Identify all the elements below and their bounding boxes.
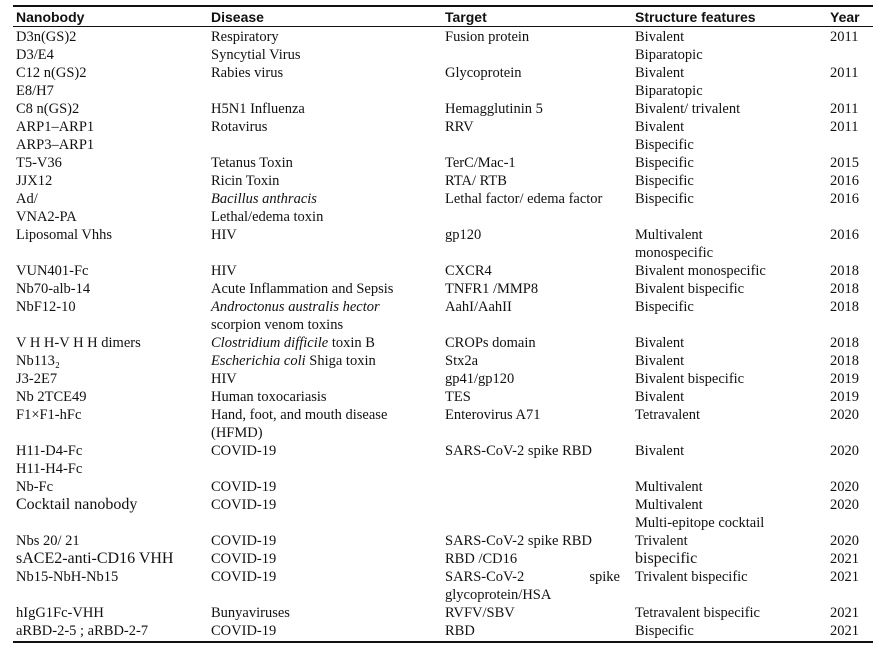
structure-line: Trivalent — [635, 533, 688, 549]
disease-cell — [211, 226, 237, 244]
nanobody-line: JJX12 — [16, 173, 53, 189]
year-cell: 2020 — [830, 479, 859, 495]
disease-cell — [211, 172, 279, 190]
disease-line: Rabies virus — [211, 65, 284, 81]
structure-line: Tetravalent — [635, 407, 701, 423]
year-cell: 2020 — [830, 497, 859, 513]
structure-cell — [635, 28, 703, 64]
nanobody-cell — [16, 100, 79, 118]
disease-line: H5N1 Influenza — [211, 101, 305, 117]
nanobody-line: H11-H4-Fc — [16, 461, 83, 477]
year-cell: 2016 — [830, 227, 859, 243]
disease-cell — [211, 442, 276, 460]
disease-cell — [211, 100, 305, 118]
nanobody-cell — [16, 532, 80, 550]
structure-cell — [635, 478, 703, 496]
table-body — [13, 28, 873, 640]
year-cell: 2020 — [830, 533, 859, 549]
structure-line: Bivalent — [635, 353, 685, 369]
disease-cell — [211, 406, 387, 442]
table-row — [13, 352, 873, 370]
disease-line: COVID-19 — [211, 551, 277, 567]
nanobody-line: H11-D4-Fc — [16, 443, 83, 459]
nanobody-line: J3-2E7 — [16, 371, 58, 387]
table-row — [13, 280, 873, 298]
year-cell: 2016 — [830, 173, 859, 189]
nanobody-line: Ad/ — [16, 191, 38, 207]
structure-line: Bivalent monospecific — [635, 263, 766, 279]
target-cell — [445, 118, 474, 136]
nanobody-line: Nb 2TCE49 — [16, 389, 87, 405]
table-row — [13, 550, 873, 568]
table-row — [13, 478, 873, 496]
nanobody-line: Cocktail nanobody — [16, 496, 138, 513]
nanobody-cell — [16, 118, 94, 154]
disease-line: COVID-19 — [211, 533, 277, 549]
structure-cell — [635, 568, 748, 586]
table-row — [13, 622, 873, 640]
nanobody-cell — [16, 28, 76, 64]
target-cell — [445, 568, 620, 604]
target-line: Hemagglutinin 5 — [445, 101, 543, 117]
target-line: Enterovirus A71 — [445, 407, 541, 423]
disease-cell — [211, 64, 283, 82]
disease-cell — [211, 622, 276, 640]
disease-line: COVID-19 — [211, 443, 277, 459]
year-cell: 2018 — [830, 335, 859, 351]
structure-line: Bivalent bispecific — [635, 281, 745, 297]
disease-line: Hand, foot, and mouth disease — [211, 407, 388, 423]
year-cell: 2020 — [830, 443, 859, 459]
target-line: RBD /CD16 — [445, 551, 518, 567]
disease-line: COVID-19 — [211, 623, 277, 639]
structure-line: Multivalent — [635, 497, 703, 513]
year-cell: 2018 — [830, 281, 859, 297]
disease-line: Respiratory — [211, 29, 279, 45]
target-cell — [445, 298, 512, 316]
target-line: gp120 — [445, 227, 482, 243]
nanobody-line: Liposomal Vhhs — [16, 227, 112, 243]
table-row — [13, 262, 873, 280]
structure-line: Trivalent bispecific — [635, 569, 748, 585]
structure-line: Bispecific — [635, 191, 694, 207]
structure-line: Bivalent/ trivalent — [635, 101, 741, 117]
table-row — [13, 28, 873, 64]
target-cell — [445, 388, 471, 406]
disease-cell — [211, 118, 267, 136]
nanobody-cell — [16, 406, 81, 424]
disease-cell — [211, 190, 323, 226]
target-line: CROPs domain — [445, 335, 536, 351]
target-line: TNFR1 /MMP8 — [445, 281, 539, 297]
nanobody-line: NbF12-10 — [16, 299, 76, 315]
table-row — [13, 298, 873, 334]
structure-cell — [635, 280, 744, 298]
disease-line: Rotavirus — [211, 119, 268, 135]
year-cell: 2019 — [830, 389, 859, 405]
structure-cell — [635, 442, 684, 460]
nanobody-cell — [16, 370, 57, 388]
nanobody-line: D3n(GS)2 — [16, 29, 77, 45]
structure-line: Multivalent — [635, 479, 703, 495]
target-cell — [445, 190, 602, 208]
structure-line: Biparatopic — [635, 47, 703, 63]
nanobody-line: ARP3–ARP1 — [16, 137, 95, 153]
target-cell — [445, 406, 540, 424]
disease-cell — [211, 550, 276, 568]
structure-line: Biparatopic — [635, 83, 703, 99]
table-row — [13, 568, 873, 604]
structure-line: Tetravalent bispecific — [635, 605, 760, 621]
structure-cell — [635, 298, 694, 316]
disease-cell — [211, 280, 393, 298]
structure-cell — [635, 334, 684, 352]
year-cell: 2015 — [830, 155, 859, 171]
year-cell: 2011 — [830, 101, 859, 117]
target-cell — [445, 28, 529, 46]
target-cell — [445, 550, 517, 568]
target-line: Lethal factor/ edema factor — [445, 191, 603, 207]
nanobody-line: sACE2-anti-CD16 VHH — [16, 550, 174, 567]
structure-line: Bispecific — [635, 173, 694, 189]
structure-cell — [635, 172, 694, 190]
target-cell — [445, 604, 515, 622]
disease-cell — [211, 298, 380, 334]
year-cell: 2011 — [830, 65, 859, 81]
target-cell — [445, 226, 481, 244]
nanobody-line: Nb70-alb-14 — [16, 281, 91, 297]
nanobody-line: VNA2-PA — [16, 209, 77, 225]
target-cell — [445, 100, 543, 118]
target-cell — [445, 622, 475, 640]
header-disease: Disease — [211, 9, 264, 25]
nanobody-cell — [16, 64, 87, 100]
disease-line: Syncytial Virus — [211, 47, 301, 63]
structure-line: Bispecific — [635, 155, 694, 171]
nanobody-cell — [16, 442, 82, 478]
table-bottom-rule — [13, 641, 873, 643]
disease-cell — [211, 388, 327, 406]
target-cell — [445, 262, 492, 280]
target-line: TES — [445, 389, 471, 405]
disease-line: Human toxocariasis — [211, 389, 327, 405]
structure-cell — [635, 154, 694, 172]
disease-line: Lethal/edema toxin — [211, 209, 324, 225]
nanobody-line: E8/H7 — [16, 83, 54, 99]
structure-cell — [635, 190, 694, 208]
table-row — [13, 154, 873, 172]
structure-line: Bivalent — [635, 389, 685, 405]
target-line: RVFV/SBV — [445, 605, 515, 621]
target-line: SARS-CoV-2 spike — [445, 569, 620, 585]
structure-cell — [635, 226, 713, 262]
structure-line: Bivalent — [635, 29, 685, 45]
disease-line: scorpion venom toxins — [211, 317, 344, 333]
nanobody-cell — [16, 154, 62, 172]
target-line: glycoprotein/HSA — [445, 587, 552, 603]
structure-cell — [635, 100, 740, 118]
year-cell: 2019 — [830, 371, 859, 387]
structure-cell — [635, 532, 688, 550]
year-cell: 2021 — [830, 605, 859, 621]
table-row — [13, 100, 873, 118]
year-cell: 2018 — [830, 263, 859, 279]
table-top-rule — [13, 5, 873, 7]
target-cell — [445, 154, 516, 172]
nanobody-cell — [16, 298, 76, 316]
structure-line: Multi-epitope cocktail — [635, 515, 765, 531]
disease-cell — [211, 262, 237, 280]
structure-cell — [635, 352, 684, 370]
year-cell: 2021 — [830, 623, 859, 639]
target-line: RRV — [445, 119, 474, 135]
table-row — [13, 118, 873, 154]
target-line: SARS-CoV-2 spike RBD — [445, 443, 592, 459]
disease-line: Ricin Toxin — [211, 173, 280, 189]
table-row — [13, 64, 873, 100]
target-cell — [445, 280, 538, 298]
nanobody-cell — [16, 478, 53, 496]
nanobody-cell — [16, 604, 104, 622]
target-line: AahI/AahII — [445, 299, 512, 315]
nanobody-line: F1×F1-hFc — [16, 407, 82, 423]
structure-line: Bivalent — [635, 443, 685, 459]
structure-cell — [635, 388, 684, 406]
disease-line: HIV — [211, 371, 237, 387]
disease-line: (HFMD) — [211, 425, 263, 441]
disease-line: Acute Inflammation and Sepsis — [211, 281, 394, 297]
nanobody-line: V H H-V H H dimers — [16, 335, 141, 351]
nanobody-line: C8 n(GS)2 — [16, 101, 80, 117]
target-cell — [445, 442, 592, 460]
nanobody-line: Nb113₂ — [16, 353, 60, 369]
table-row — [13, 388, 873, 406]
disease-line: COVID-19 — [211, 479, 277, 495]
disease-line: HIV — [211, 227, 237, 243]
disease-cell — [211, 496, 276, 514]
target-line: Stx2a — [445, 353, 479, 369]
nanobody-line: Nbs 20/ 21 — [16, 533, 80, 549]
structure-cell — [635, 262, 766, 280]
nanobody-cell — [16, 262, 89, 280]
structure-cell — [635, 370, 744, 388]
target-line: RBD — [445, 623, 475, 639]
target-line: SARS-CoV-2 spike RBD — [445, 533, 592, 549]
target-cell — [445, 64, 522, 82]
structure-line: bispecific — [635, 550, 698, 567]
structure-cell — [635, 64, 703, 100]
nanobody-line: Nb-Fc — [16, 479, 54, 495]
structure-cell — [635, 604, 760, 622]
disease-cell — [211, 478, 276, 496]
structure-line: Bivalent bispecific — [635, 371, 745, 387]
structure-cell — [635, 118, 694, 154]
nanobody-cell — [16, 550, 173, 568]
table-row — [13, 406, 873, 442]
disease-line: COVID-19 — [211, 497, 277, 513]
structure-line: Bispecific — [635, 137, 694, 153]
nanobody-line: hIgG1Fc-VHH — [16, 605, 104, 621]
nanobody-line: ARP1–ARP1 — [16, 119, 95, 135]
structure-line: Bivalent — [635, 119, 685, 135]
disease-line: Androctonus australis hector — [211, 299, 380, 315]
nanobody-line: C12 n(GS)2 — [16, 65, 87, 81]
structure-cell — [635, 622, 694, 640]
target-line: CXCR4 — [445, 263, 492, 279]
nanobody-line: T5-V36 — [16, 155, 62, 171]
target-line: Glycoprotein — [445, 65, 522, 81]
disease-line: Tetanus Toxin — [211, 155, 293, 171]
header-structure: Structure features — [635, 9, 756, 25]
year-cell: 2018 — [830, 353, 859, 369]
disease-cell — [211, 154, 293, 172]
table-row — [13, 190, 873, 226]
table-row — [13, 604, 873, 622]
structure-line: Bispecific — [635, 623, 694, 639]
year-cell: 2018 — [830, 299, 859, 315]
target-cell — [445, 532, 592, 550]
year-cell: 2021 — [830, 569, 859, 585]
target-line: RTA/ RTB — [445, 173, 507, 189]
disease-cell — [211, 532, 276, 550]
target-line: Fusion protein — [445, 29, 530, 45]
table-row — [13, 334, 873, 352]
nanobody-cell — [16, 568, 118, 586]
disease-cell — [211, 334, 375, 352]
structure-line: Multivalent — [635, 227, 703, 243]
table-header — [13, 8, 873, 26]
nanobody-cell — [16, 352, 60, 370]
structure-line: monospecific — [635, 245, 714, 261]
nanobody-cell — [16, 190, 77, 226]
nanobody-cell — [16, 226, 112, 244]
disease-cell — [211, 370, 237, 388]
structure-line: Bivalent — [635, 335, 685, 351]
header-year: Year — [830, 9, 860, 25]
target-cell — [445, 172, 507, 190]
year-cell: 2016 — [830, 191, 859, 207]
year-cell: 2011 — [830, 29, 859, 45]
nanobody-cell — [16, 280, 90, 298]
target-cell — [445, 352, 478, 370]
disease-cell — [211, 28, 301, 64]
target-line: gp41/gp120 — [445, 371, 515, 387]
disease-line: Bunyaviruses — [211, 605, 290, 621]
year-cell: 2020 — [830, 407, 859, 423]
table-header-rule — [13, 26, 873, 27]
disease-cell — [211, 604, 290, 622]
nanobody-line: D3/E4 — [16, 47, 54, 63]
nanobody-line: aRBD-2-5 ; aRBD-2-7 — [16, 623, 149, 639]
header-nanobody: Nanobody — [16, 9, 85, 25]
nanobody-cell — [16, 622, 148, 640]
disease-line: Escherichia coli Shiga toxin — [211, 353, 376, 369]
table-row — [13, 496, 873, 532]
structure-line: Bispecific — [635, 299, 694, 315]
table-row — [13, 172, 873, 190]
nanobody-line: Nb15-NbH-Nb15 — [16, 569, 119, 585]
nanobody-cell — [16, 496, 137, 514]
disease-line: Bacillus anthracis — [211, 191, 317, 207]
target-cell — [445, 370, 514, 388]
year-cell: 2021 — [830, 551, 859, 567]
table-row — [13, 532, 873, 550]
nanobody-cell — [16, 334, 141, 352]
disease-line: HIV — [211, 263, 237, 279]
table-row — [13, 442, 873, 478]
table-row — [13, 370, 873, 388]
nanobody-line: VUN401-Fc — [16, 263, 89, 279]
nanobody-cell — [16, 388, 86, 406]
table-row — [13, 226, 873, 262]
structure-cell — [635, 550, 697, 568]
structure-cell — [635, 406, 700, 424]
nanobody-cell — [16, 172, 52, 190]
disease-cell — [211, 352, 376, 370]
disease-cell — [211, 568, 276, 586]
header-target: Target — [445, 9, 487, 25]
structure-line: Bivalent — [635, 65, 685, 81]
disease-line: Clostridium difficile toxin B — [211, 335, 375, 351]
target-cell — [445, 334, 536, 352]
year-cell: 2011 — [830, 119, 859, 135]
disease-line: COVID-19 — [211, 569, 277, 585]
target-line: TerC/Mac-1 — [445, 155, 516, 171]
structure-cell — [635, 496, 764, 532]
